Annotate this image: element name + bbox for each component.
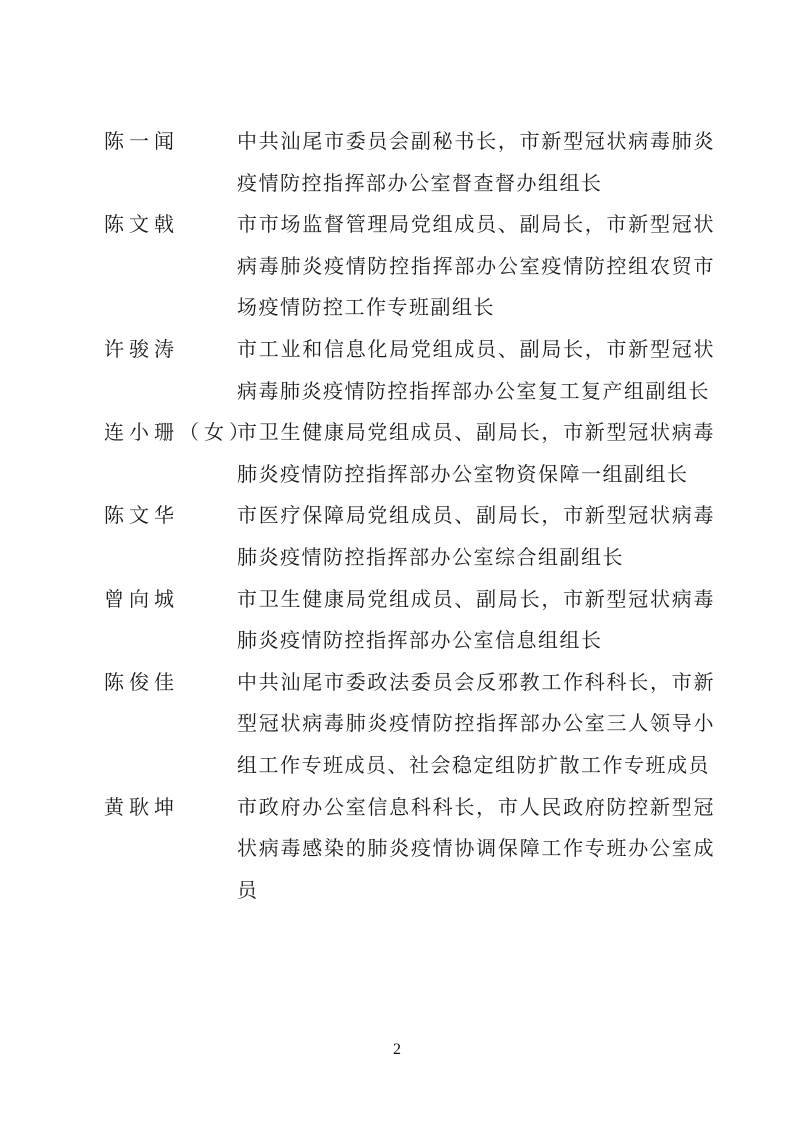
- person-role-description: 市卫生健康局党组成员、副局长，市新型冠状病毒肺炎疫情防控指挥部办公室信息组组长: [237, 588, 715, 653]
- person-role-description: 市政府办公室信息科科长，市人民政府防控新型冠状病毒感染的肺炎疫情协调保障工作专班办公室成员: [237, 796, 715, 902]
- roster-row: [104, 205, 718, 330]
- roster-row: [104, 580, 718, 663]
- person-role-description: 中共汕尾市委政法委员会反邪教工作科科长，市新型冠状病毒肺炎疫情防控指挥部办公室三人领导小组工作专班成员、社会稳定组防扩散工作专班成员: [237, 671, 715, 777]
- roster-row: [104, 122, 718, 205]
- person-name: 曾向城: [104, 588, 179, 611]
- roster-row: [104, 788, 718, 913]
- person-role-description: 中共汕尾市委员会副秘书长，市新型冠状病毒肺炎疫情防控指挥部办公室督查督办组组长: [237, 131, 715, 195]
- roster-row: [104, 663, 718, 788]
- roster-list: [104, 122, 718, 912]
- roster-row: [104, 413, 718, 496]
- roster-row: [104, 496, 718, 579]
- person-name: 陈俊佳: [104, 671, 179, 694]
- page-number: 2: [393, 1041, 401, 1058]
- person-role-description: 市市场监督管理局党组成员、副局长，市新型冠状病毒肺炎疫情防控指挥部办公室疫情防控组农贸市场疫情防控工作专班副组长: [237, 214, 715, 320]
- person-name: 陈一闻: [104, 131, 179, 153]
- person-name: 连小珊（女）: [104, 422, 254, 445]
- person-name: 陈文华: [104, 505, 179, 528]
- person-role-description: 市医疗保障局党组成员、副局长，市新型冠状病毒肺炎疫情防控指挥部办公室综合组副组长: [237, 505, 715, 569]
- person-role-description: 市工业和信息化局党组成员、副局长，市新型冠状病毒肺炎疫情防控指挥部办公室复工复产组副组长: [237, 338, 715, 403]
- person-name: 许骏涛: [104, 338, 179, 361]
- person-name: 黄耿坤: [104, 796, 179, 819]
- person-role-description: 市卫生健康局党组成员、副局长，市新型冠状病毒肺炎疫情防控指挥部办公室物资保障一组副组长: [237, 422, 715, 486]
- roster-row: [104, 330, 718, 413]
- person-name: 陈文戟: [104, 214, 179, 237]
